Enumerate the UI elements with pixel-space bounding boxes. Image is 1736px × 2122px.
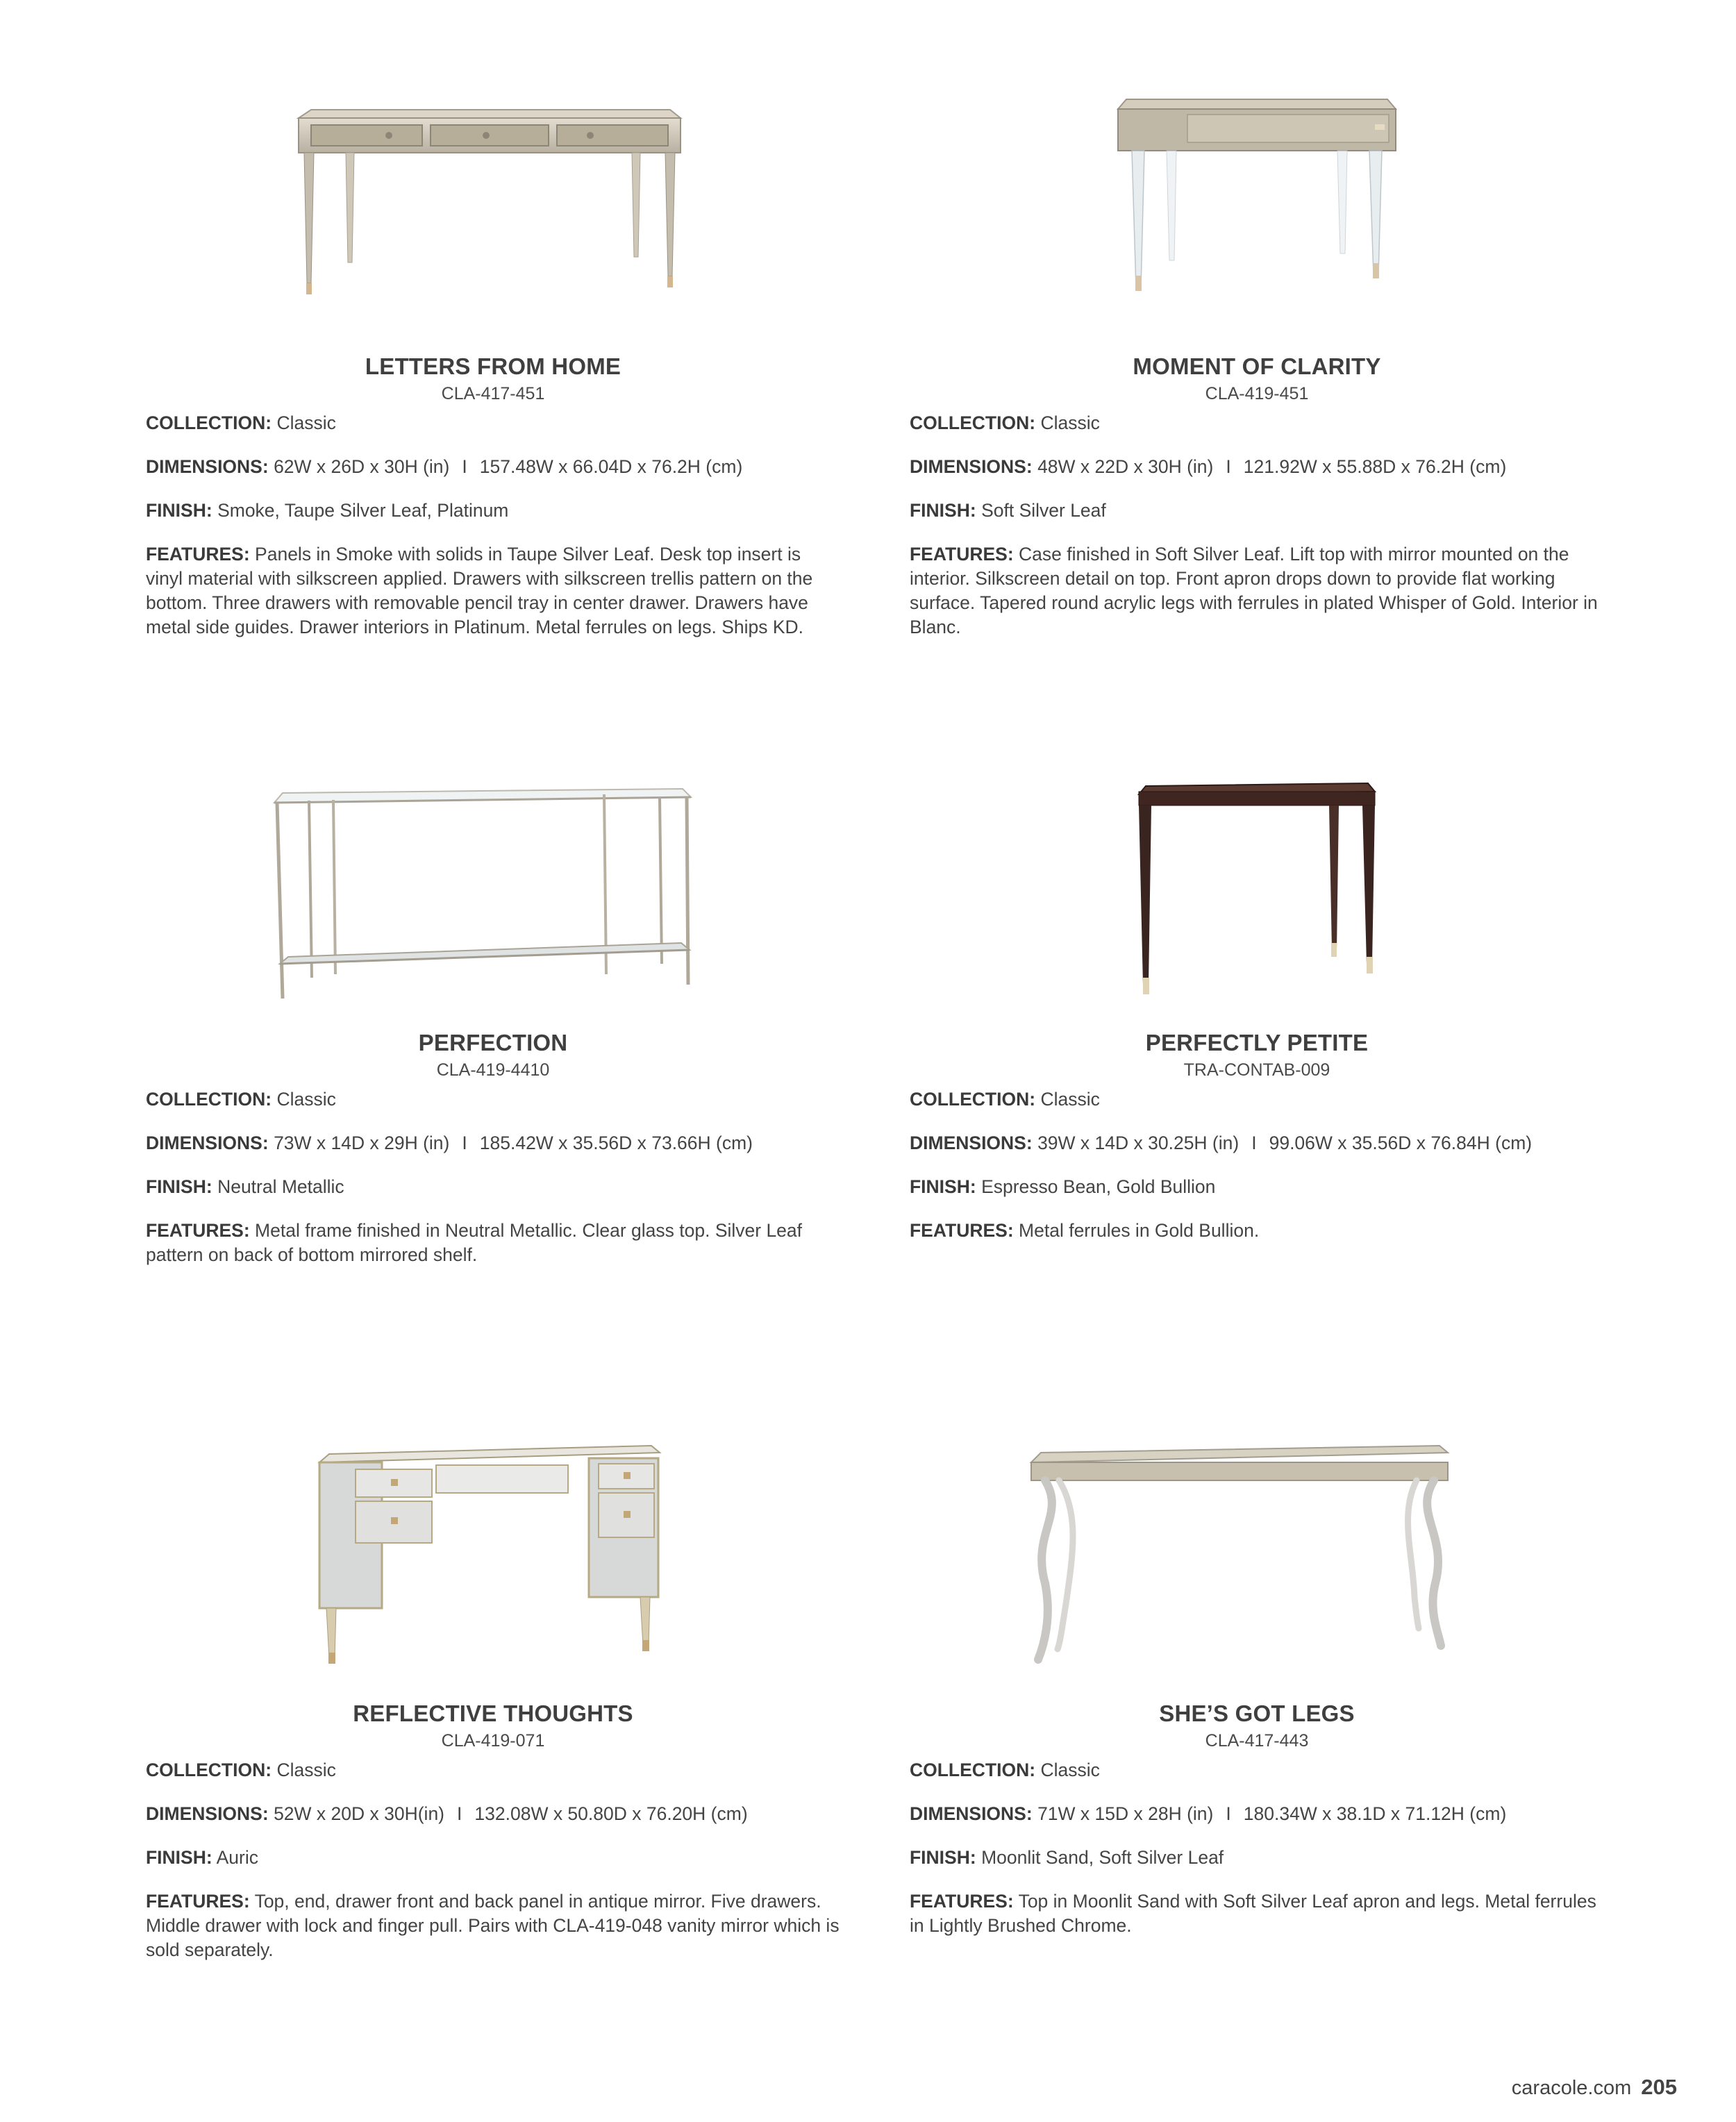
page-number: 205 — [1641, 2075, 1677, 2099]
product-name: LETTERS FROM HOME — [365, 353, 621, 379]
desk-illustration — [285, 104, 701, 326]
spec-finish — [146, 1175, 840, 1199]
dimensions-cm: 180.34W x 38.1D x 71.12H (cm) — [1243, 1803, 1507, 1824]
product-code: CLA-417-443 — [1205, 1731, 1309, 1751]
product-name: SHE’S GOT LEGS — [1159, 1701, 1355, 1726]
spec-features — [910, 1219, 1604, 1243]
product-code: CLA-419-071 — [441, 1731, 545, 1751]
cabriole-console-illustration — [1024, 1437, 1455, 1673]
dimensions-in: 71W x 15D x 28H (in) — [1037, 1803, 1214, 1824]
dimension-separator: I — [1251, 1133, 1257, 1153]
spec-collection — [146, 1087, 840, 1112]
features-text: Top in Moonlit Sand with Soft Silver Leaf apron and legs. Metal ferrules in Lightly Brushed Chrome. — [910, 1891, 1596, 1936]
dimensions-cm: 185.42W x 35.56D x 73.66H (cm) — [479, 1133, 753, 1153]
product-name: MOMENT OF CLARITY — [1133, 353, 1381, 379]
features-label: FEATURES: — [910, 1220, 1014, 1241]
dimension-separator: I — [1226, 456, 1231, 477]
spec-dimensions — [910, 1802, 1604, 1826]
dimensions-cm: 157.48W x 66.04D x 76.2H (cm) — [479, 456, 743, 477]
vanity-illustration — [1090, 94, 1424, 302]
dimensions-label: DIMENSIONS: — [910, 1803, 1033, 1824]
product-code: CLA-419-451 — [1205, 384, 1309, 403]
console-image — [146, 776, 840, 1068]
finish-value: Moonlit Sand, Soft Silver Leaf — [981, 1847, 1224, 1868]
dimensions-in: 48W x 22D x 30H (in) — [1037, 456, 1214, 477]
spec-features — [146, 1219, 840, 1267]
product-code: TRA-CONTAB-009 — [1183, 1060, 1330, 1080]
spec-features — [910, 542, 1604, 640]
features-text: Metal frame finished in Neutral Metallic. Clear glass top. Silver Leaf pattern on back of bottom mirrored shelf. — [146, 1220, 803, 1265]
finish-label: FINISH: — [146, 500, 212, 521]
finish-label: FINISH: — [910, 1847, 976, 1868]
product-name: PERFECTION — [418, 1030, 568, 1055]
mirrored-desk-illustration — [312, 1437, 674, 1673]
product-code: CLA-419-4410 — [436, 1060, 550, 1080]
dimensions-cm: 121.92W x 55.88D x 76.2H (cm) — [1243, 456, 1507, 477]
finish-label: FINISH: — [910, 500, 976, 521]
page-footer — [1512, 2075, 1677, 2100]
collection-value: Classic — [1040, 1089, 1100, 1110]
collection-value: Classic — [1040, 1760, 1100, 1780]
collection-value: Classic — [276, 412, 336, 433]
spec-collection — [146, 1758, 840, 1782]
dimensions-in: 62W x 26D x 30H (in) — [274, 456, 450, 477]
finish-label: FINISH: — [910, 1176, 976, 1197]
dimensions-cm: 132.08W x 50.80D x 76.20H (cm) — [474, 1803, 748, 1824]
features-text: Panels in Smoke with solids in Taupe Silver Leaf. Desk top insert is vinyl material with silkscreen applied. Drawers with silkscreen trellis pattern on the bottom. Three drawers with removable pencil tray in center drawer. Drawers have metal side guides. Drawer interiors in Platinum. Metal ferrules on legs. Ships KD. — [146, 544, 813, 637]
collection-label: COLLECTION: — [910, 1760, 1036, 1780]
spec-finish — [910, 1846, 1604, 1870]
spec-finish — [146, 499, 840, 523]
finish-value: Auric — [216, 1847, 258, 1868]
dimension-separator: I — [462, 1133, 467, 1153]
spec-dimensions — [146, 455, 840, 479]
spec-collection — [910, 411, 1604, 435]
dimensions-in: 39W x 14D x 30.25H (in) — [1037, 1133, 1240, 1153]
dimensions-label: DIMENSIONS: — [910, 456, 1033, 477]
collection-label: COLLECTION: — [910, 412, 1036, 433]
spec-dimensions — [910, 1131, 1604, 1155]
dimension-separator: I — [457, 1803, 462, 1824]
features-label: FEATURES: — [146, 544, 250, 565]
collection-value: Classic — [276, 1760, 336, 1780]
features-text: Metal ferrules in Gold Bullion. — [1019, 1220, 1260, 1241]
collection-label: COLLECTION: — [146, 412, 272, 433]
finish-value: Smoke, Taupe Silver Leaf, Platinum — [217, 500, 509, 521]
console-table-image — [910, 776, 1604, 1068]
finish-value: Soft Silver Leaf — [981, 500, 1106, 521]
mirrored-desk-image — [146, 1437, 840, 1729]
collection-value: Classic — [276, 1089, 336, 1110]
spec-finish — [910, 1175, 1604, 1199]
collection-label: COLLECTION: — [146, 1089, 272, 1110]
dimensions-label: DIMENSIONS: — [146, 456, 269, 477]
spec-finish — [146, 1846, 840, 1870]
spec-collection — [910, 1758, 1604, 1782]
dimensions-in: 52W x 20D x 30H(in) — [274, 1803, 445, 1824]
features-text: Case finished in Soft Silver Leaf. Lift top with mirror mounted on the interior. Silkscreen detail on top. Front apron drops down to provide flat working surface. Tapered round acrylic legs with ferrules in plated Whisper of Gold. Interior in Blanc. — [910, 544, 1598, 637]
features-text: Top, end, drawer front and back panel in antique mirror. Five drawers. Middle drawer with lock and finger pull. Pairs with CLA-419-048 vanity mirror which is sold separately. — [146, 1891, 840, 1960]
product-name: PERFECTLY PETITE — [1145, 1030, 1369, 1055]
spec-finish — [910, 499, 1604, 523]
dimensions-label: DIMENSIONS: — [146, 1133, 269, 1153]
spec-features — [146, 542, 840, 640]
dimension-separator: I — [462, 456, 467, 477]
product-name: REFLECTIVE THOUGHTS — [353, 1701, 633, 1726]
dimension-separator: I — [1226, 1803, 1231, 1824]
spec-collection — [146, 411, 840, 435]
console-illustration — [267, 776, 698, 1012]
spec-collection — [910, 1087, 1604, 1112]
desk-image — [146, 104, 840, 396]
features-label: FEATURES: — [146, 1220, 250, 1241]
cabriole-console-image — [910, 1437, 1604, 1729]
finish-value: Neutral Metallic — [217, 1176, 344, 1197]
console-table-illustration — [1125, 776, 1389, 999]
product-code: CLA-417-451 — [441, 384, 545, 403]
collection-label: COLLECTION: — [146, 1760, 272, 1780]
dimensions-label: DIMENSIONS: — [146, 1803, 269, 1824]
collection-label: COLLECTION: — [910, 1089, 1036, 1110]
finish-label: FINISH: — [146, 1847, 212, 1868]
finish-label: FINISH: — [146, 1176, 212, 1197]
dimensions-label: DIMENSIONS: — [910, 1133, 1033, 1153]
footer-website[interactable]: caracole.com — [1511, 2077, 1632, 2099]
spec-dimensions — [146, 1131, 840, 1155]
features-label: FEATURES: — [146, 1891, 250, 1912]
dimensions-in: 73W x 14D x 29H (in) — [274, 1133, 450, 1153]
vanity-image — [910, 94, 1604, 385]
dimensions-cm: 99.06W x 35.56D x 76.84H (cm) — [1269, 1133, 1533, 1153]
features-label: FEATURES: — [910, 544, 1014, 565]
finish-value: Espresso Bean, Gold Bullion — [981, 1176, 1216, 1197]
spec-features — [146, 1889, 840, 1962]
collection-value: Classic — [1040, 412, 1100, 433]
spec-dimensions — [146, 1802, 840, 1826]
spec-dimensions — [910, 455, 1604, 479]
features-label: FEATURES: — [910, 1891, 1014, 1912]
spec-features — [910, 1889, 1604, 1938]
